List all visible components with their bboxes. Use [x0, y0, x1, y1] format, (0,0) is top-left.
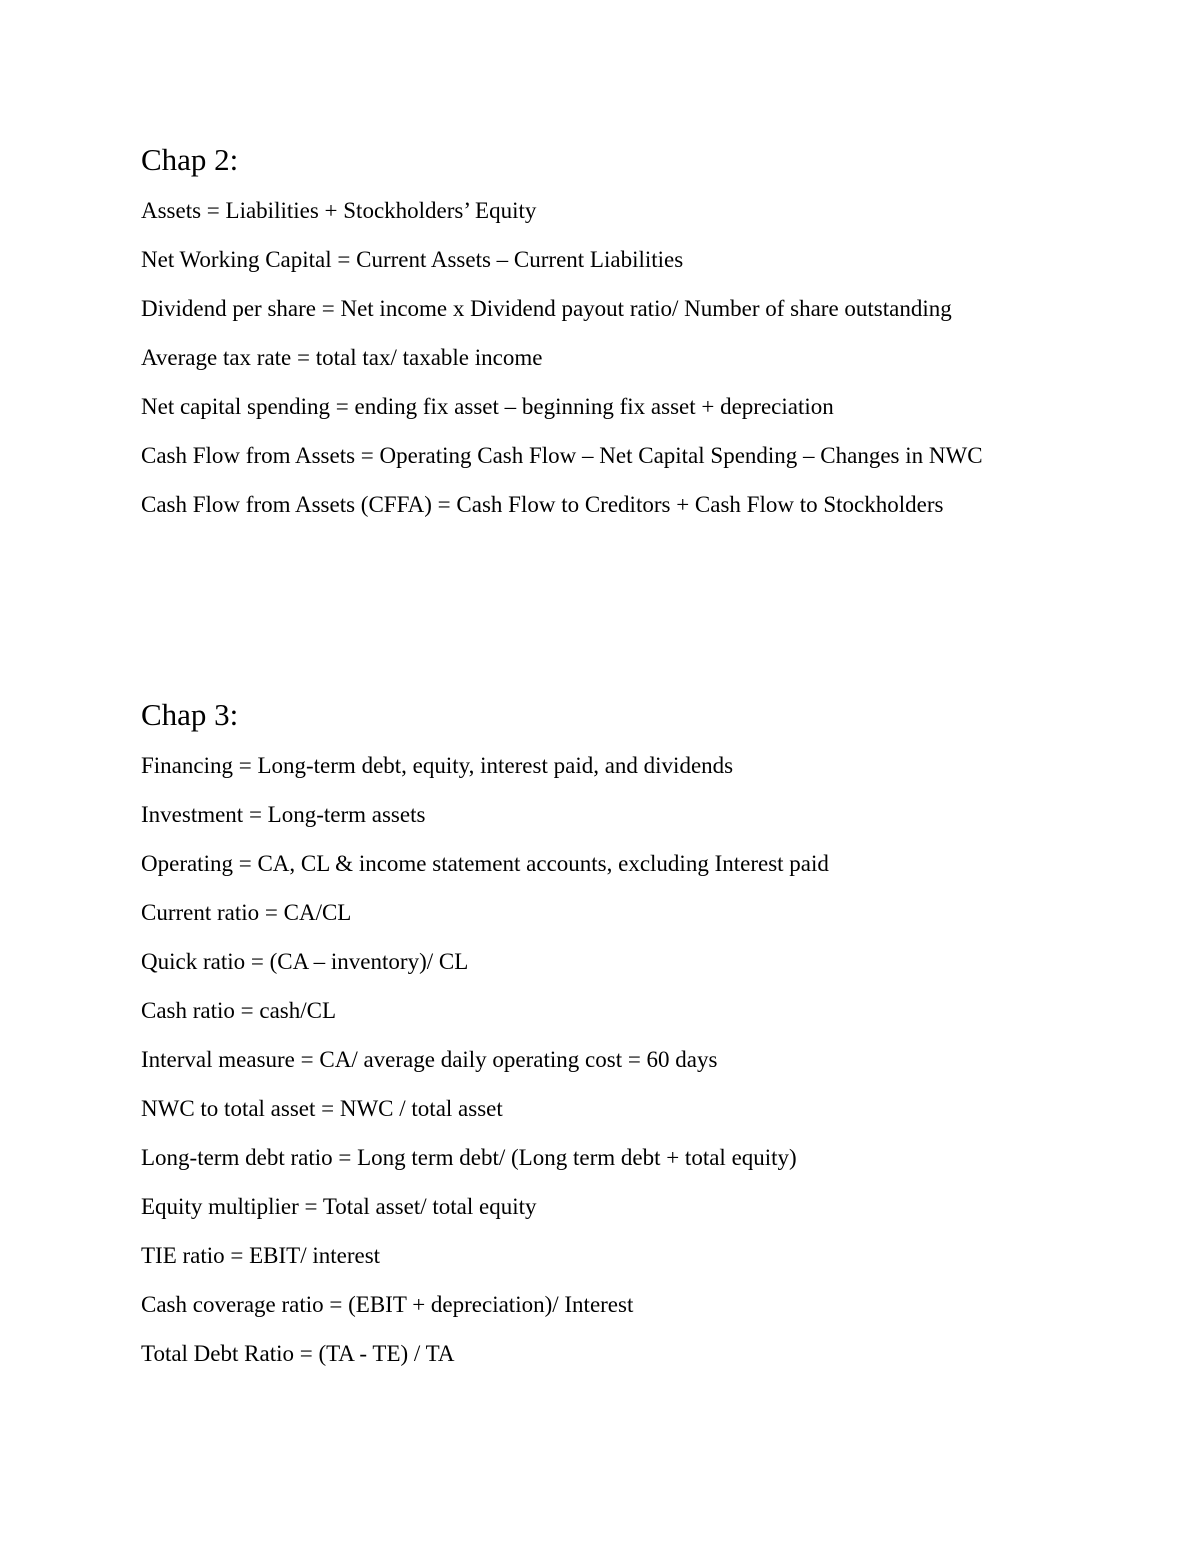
formula-average-tax-rate: Average tax rate = total tax/ taxable income: [141, 345, 543, 370]
formula-quick-ratio: Quick ratio = (CA – inventory)/ CL: [141, 949, 469, 974]
chapter-3-section: [141, 697, 1061, 1386]
formula-investment: Investment = Long-term assets: [141, 802, 426, 827]
formula-long-term-debt-ratio: Long-term debt ratio = Long term debt/ (Long term debt + total equity): [141, 1145, 797, 1170]
formula-net-working-capital: Net Working Capital = Current Assets – Current Liabilities: [141, 247, 684, 272]
formula-tie-ratio: TIE ratio = EBIT/ interest: [141, 1243, 381, 1268]
chapter-title: Chap 3:: [141, 697, 239, 732]
formula-dividend-per-share: Dividend per share = Net income x Dividend payout ratio/ Number of share outstanding: [141, 296, 952, 321]
formula-cash-flow-from-assets: Cash Flow from Assets = Operating Cash Flow – Net Capital Spending – Changes in NWC: [141, 443, 983, 468]
formula-operating: Operating = CA, CL & income statement accounts, excluding Interest paid: [141, 851, 829, 876]
formula-net-capital-spending: Net capital spending = ending fix asset – beginning fix asset + depreciation: [141, 394, 834, 419]
formula-cash-coverage-ratio: Cash coverage ratio = (EBIT + depreciation)/ Interest: [141, 1292, 634, 1317]
formula-assets: Assets = Liabilities + Stockholders’ Equity: [141, 198, 537, 223]
formula-nwc-to-total-asset: NWC to total asset = NWC / total asset: [141, 1096, 503, 1121]
formula-interval-measure: Interval measure = CA/ average daily operating cost = 60 days: [141, 1047, 718, 1072]
formula-equity-multiplier: Equity multiplier = Total asset/ total equity: [141, 1194, 537, 1219]
formula-total-debt-ratio: Total Debt Ratio = (TA - TE) / TA: [141, 1341, 455, 1366]
formula-current-ratio: Current ratio = CA/CL: [141, 900, 352, 925]
chapter-title: Chap 2:: [141, 142, 239, 177]
formula-financing: Financing = Long-term debt, equity, interest paid, and dividends: [141, 753, 734, 778]
formula-cash-ratio: Cash ratio = cash/CL: [141, 998, 337, 1023]
formula-cffa: Cash Flow from Assets (CFFA) = Cash Flow to Creditors + Cash Flow to Stockholders: [141, 492, 944, 517]
chapter-2-section: [141, 142, 1061, 537]
